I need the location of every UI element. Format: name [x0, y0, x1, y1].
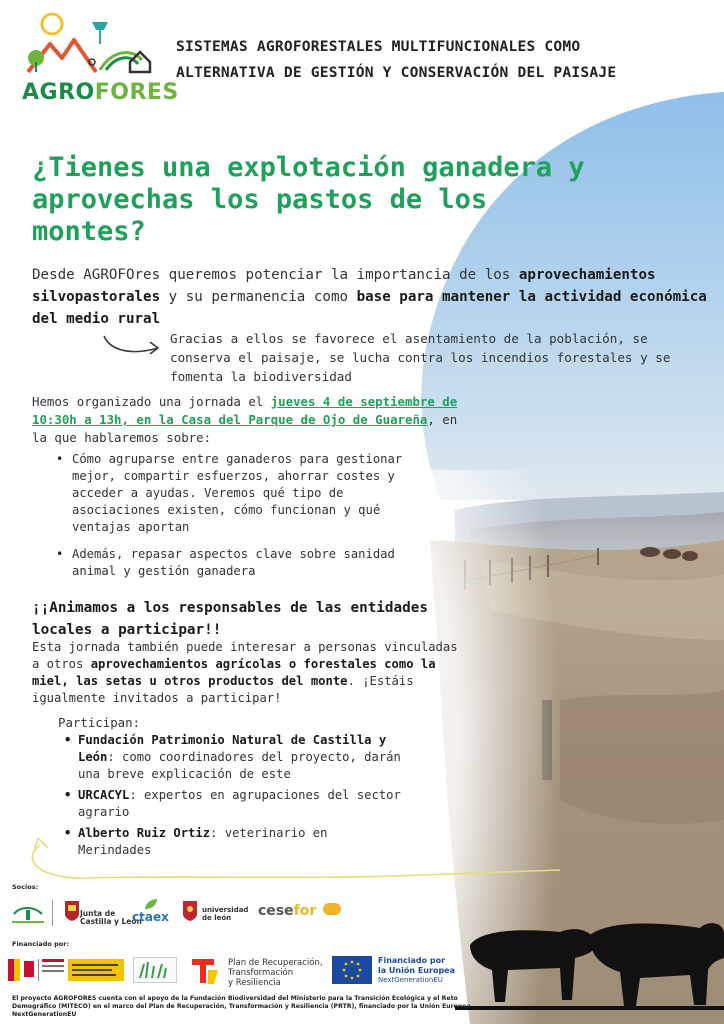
intro-paragraph: Desde AGROFOres queremos potenciar la importancia de los aprovechamientos silvopastorales y su permanencia como base para mantener la actividad económica del medio rural: [32, 267, 707, 327]
prtr-logo: [190, 956, 220, 986]
partner-emblem-icon: [8, 900, 48, 926]
grass-icon: [134, 958, 176, 982]
call-to-action: ¡¡Animamos a los responsables de las entidades locales a participar!!: [32, 600, 428, 638]
subtitle-line: ALTERNATIVA DE GESTIÓN Y CONSERVACIÓN DEL PAISAJE: [176, 64, 617, 81]
logo-mark-icon: [22, 10, 162, 82]
event-date-link[interactable]: jueves 4 de septiembre de 10:30h a 13h, en la Casa del Parque de Ojo de Guareña: [32, 394, 458, 427]
logo-wordmark: AGROFORES: [22, 80, 179, 105]
eu-flag-icon: [332, 956, 372, 984]
prtr-mark-icon: [190, 956, 220, 986]
partner-logo-jcyl: Junta de Castilla y León: [62, 898, 122, 932]
list-item: • Además, repasar aspectos clave sobre sanidad animal y gestión ganadera: [56, 546, 406, 580]
eu-funding-text: Financiado por la Unión Europea NextGenerationEU: [378, 956, 455, 984]
topics-list: [56, 451, 406, 590]
leaf-icon: [144, 898, 158, 910]
list-item: • URCACYL: expertos en agrupaciones del sector agrario: [64, 787, 404, 821]
fundacion-biodiversidad-logo: [133, 957, 177, 983]
participants-label: Participan:: [58, 715, 141, 730]
partner-logo-cesefor: cesefor: [258, 900, 344, 930]
funded-by-label: Financiado por:: [12, 940, 70, 948]
legal-notice: El proyecto AGROFORES cuenta con el apoyo de la Fundación Biodiversidad del Ministerio para la Transición Ecológica y el Reto Demográfico (MITECO) en el marco del Plan de Recuperación, Transformación y Resiliencia (PRTR), financiado por la Unión Europea NextGenerationEU: [12, 995, 471, 1018]
headline-line: aprovechas los pastos de los: [32, 184, 488, 215]
agrofores-logo: [22, 10, 179, 105]
jcyl-shield-icon: [64, 900, 80, 922]
list-item: • Fundación Patrimonio Natural de Castilla y León: como coordinadores del proyecto, darán una breve explicación de este: [64, 732, 404, 783]
also-paragraph: Esta jornada también puede interesar a personas vinculadas a otros aprovechamientos agrícolas o forestales como la miel, las setas u otros productos del monte. ¡Estáis igualmente invitados a participar!: [32, 640, 458, 705]
partner-logo-uleon: universidad de león: [182, 900, 252, 930]
spain-government-icon: [8, 955, 128, 985]
list-item: • Cómo agruparse entre ganaderos para gestionar mejor, compartir esfuerzos, ahorrar costes y acceder a ayudas. Veremos qué tipo de asociaciones existen, cómo funcionan y qué ventajas aportan: [56, 451, 406, 536]
event-paragraph: Hemos organizado una jornada el jueves 4 de septiembre de 10:30h a 13h, en la Casa del Parque de Ojo de Guareña, en la que hablaremos sobre:: [32, 394, 458, 445]
project-subtitle: [176, 34, 706, 86]
prtr-text: Plan de Recuperación, Transformación y Resiliencia: [228, 958, 323, 988]
partner-logo-1: [8, 900, 48, 926]
headline-line: montes?: [32, 216, 146, 247]
subtitle-line: SISTEMAS AGROFORESTALES MULTIFUNCIONALES COMO: [176, 38, 581, 55]
funder-gobierno-logo: [8, 955, 128, 985]
partners-label: Socios:: [12, 883, 39, 891]
divider: [52, 900, 53, 926]
list-item: • Alberto Ruiz Ortiz: veterinario en Merindades: [64, 825, 404, 859]
benefit-paragraph: Gracias a ellos se favorece el asentamiento de la población, se conserva el paisaje, se lucha contra los incendios forestales y se fomenta la biodiversidad: [170, 331, 671, 384]
headline-line: ¿Tienes una explotación ganadera y: [32, 152, 585, 183]
page-headline: [32, 152, 712, 248]
cesefor-cloud-icon: [323, 903, 341, 915]
participants-list: [64, 732, 404, 863]
uleon-shield-icon: [182, 900, 198, 922]
partner-logo-ctaex: ctaex: [130, 898, 174, 928]
eu-stars-icon: [332, 956, 372, 984]
